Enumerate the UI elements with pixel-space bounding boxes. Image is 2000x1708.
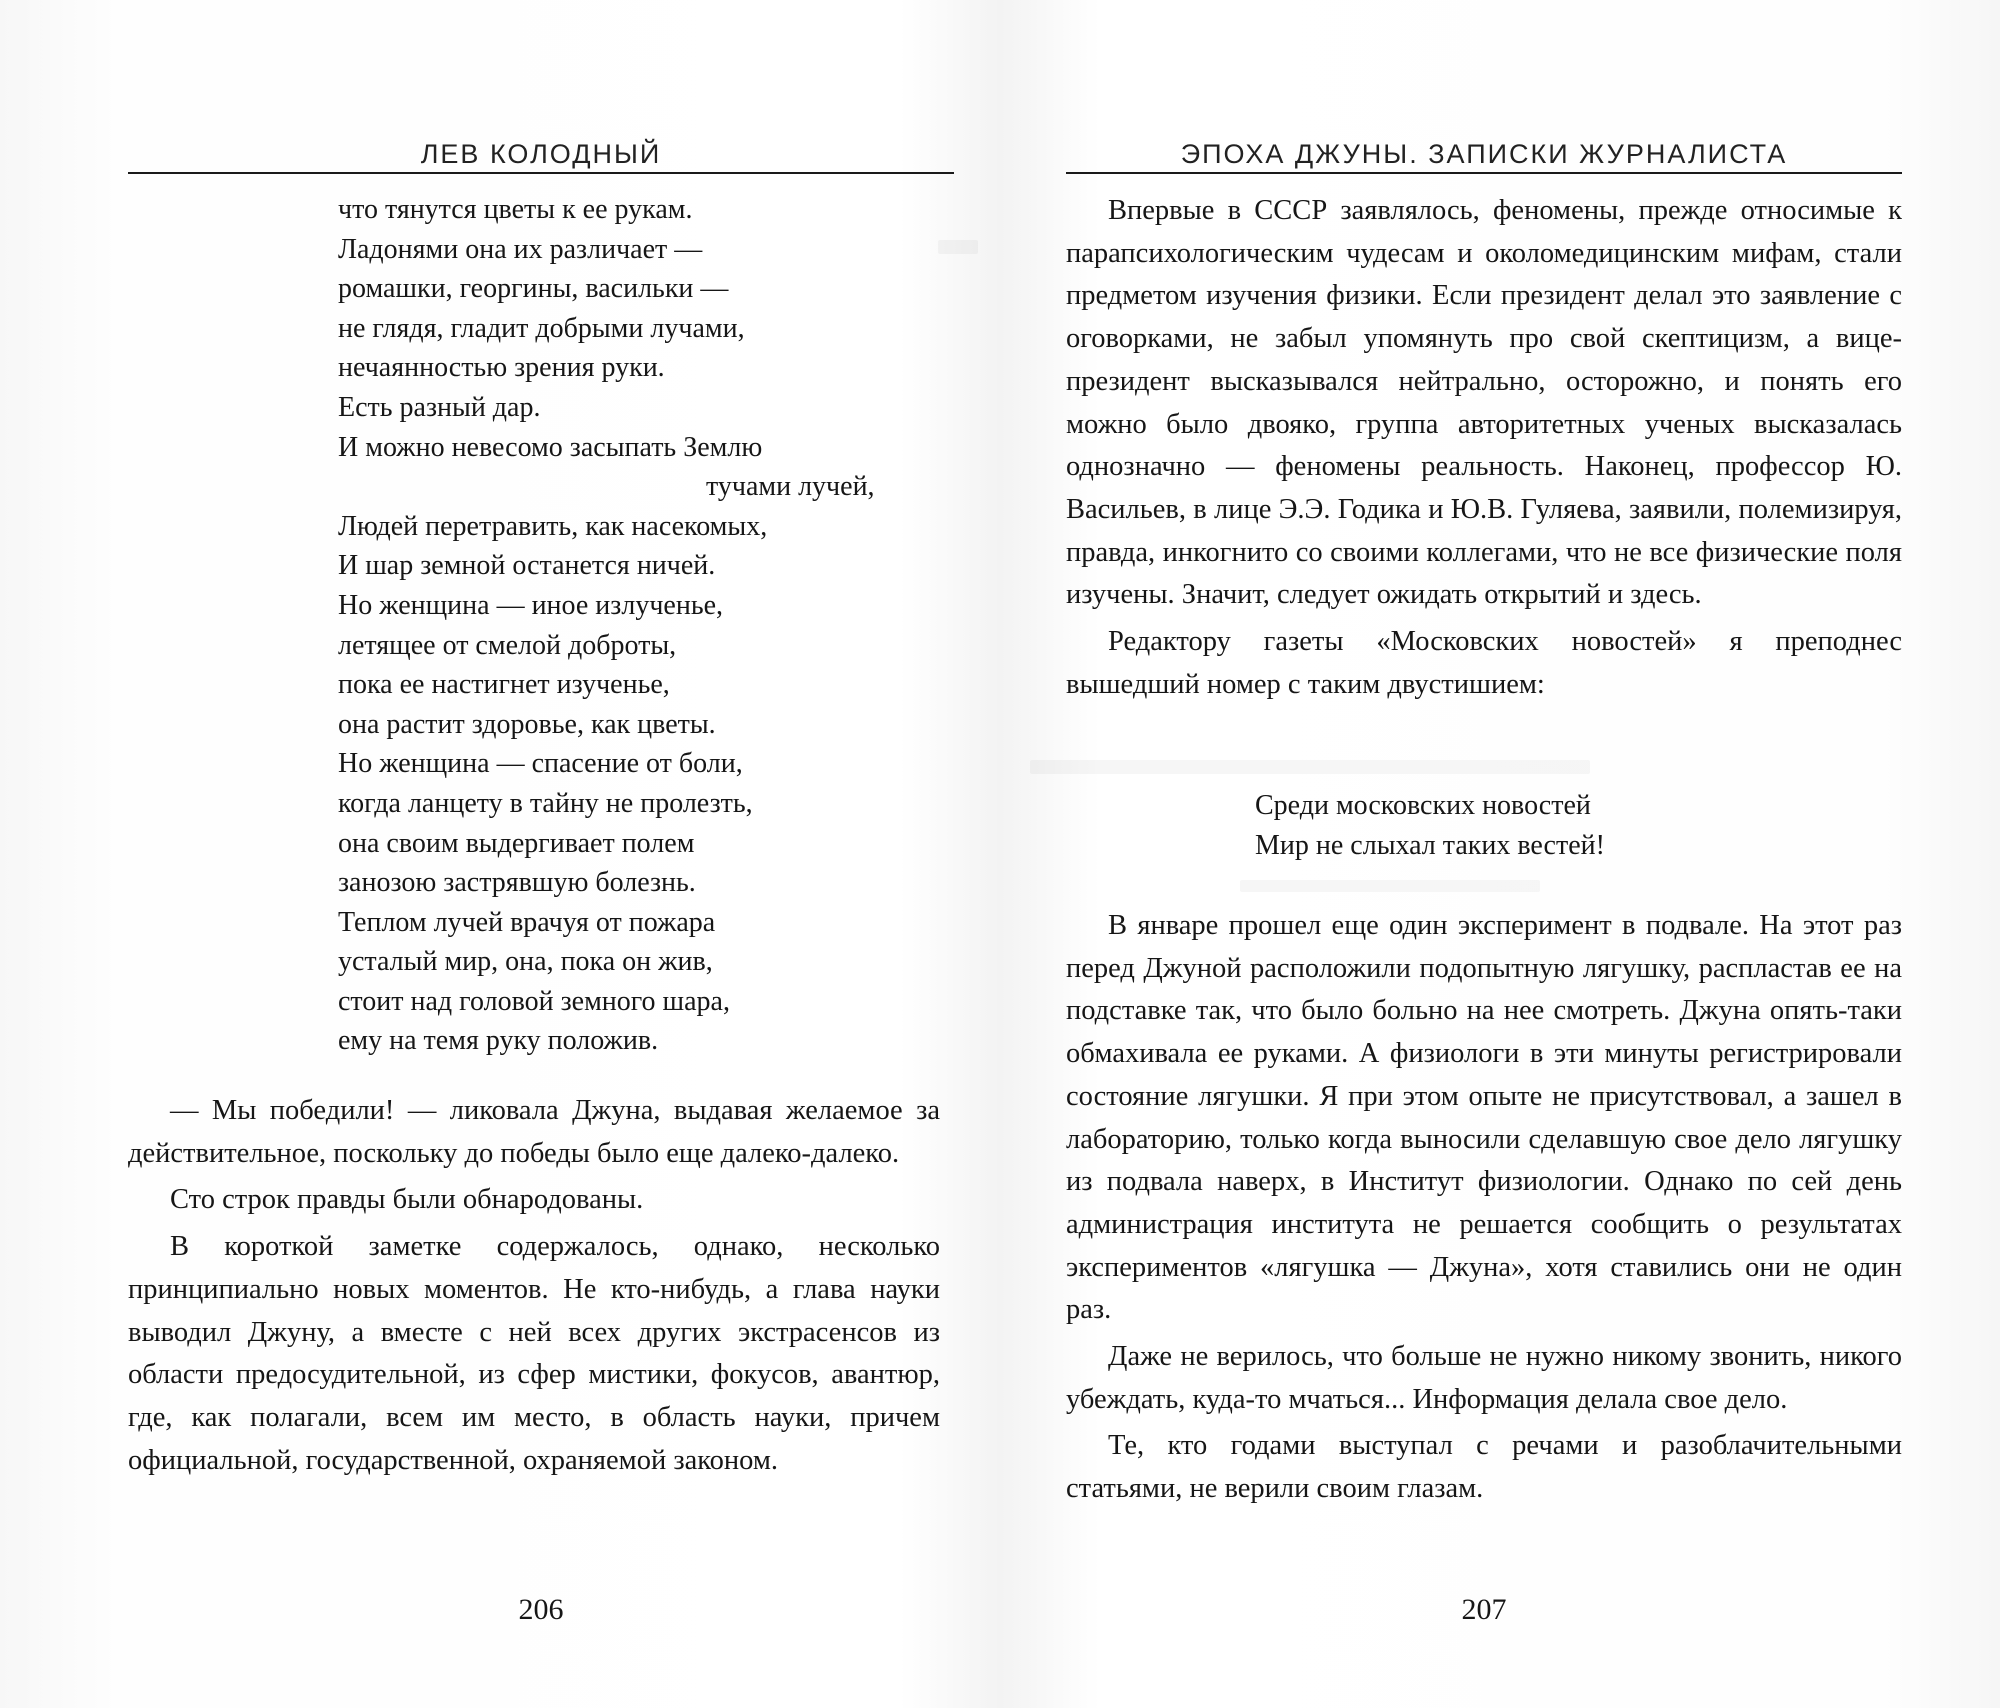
poem-line: что тянутся цветы к ее рукам. (338, 194, 693, 225)
right-page (1000, 0, 2000, 1708)
poem-line: занозою застрявшую болезнь. (338, 867, 696, 899)
right-header-rule (1066, 172, 1902, 174)
paragraph: Редактору газеты «Московских новостей» я преподнес вышедший номер с таким двустишием: (1066, 626, 1902, 700)
poem-line: ромашки, георгины, васильки — (338, 273, 729, 305)
poem-line: стоит над головой земного шара, (338, 985, 730, 1017)
poem-line: не глядя, гладит добрыми лучами, (338, 312, 745, 344)
poem-line: Людей перетравить, как насекомых, (338, 510, 768, 542)
couplet-line: Мир не слыхал таких вестей! (1255, 830, 1605, 861)
poem-line-indented: тучами лучей, (706, 471, 875, 503)
right-body-text-bottom (1066, 905, 1902, 1511)
paragraph: В январе прошел еще один эксперимент в подвале. На этот раз перед Джуной расположили подопытную лягушку, распластав ее на подставке так, что было больно на нее смотреть. Джуна опять-таки обмахивала ее руками. А физиологи в эти минуты регистрировали состояние лягушки. Я при этом опыте не присутствовал, а зашел в лабораторию, только когда выносили сделавшую свое дело лягушку из подвала наверх, в Институт физиологии. Однако по сей день администрация института не решается сообщить о результатах экспериментов «лягушка — Джуна», хотя ставились они не один раз. (1066, 910, 1902, 1326)
poem-line: И можно невесомо засыпать Землю (338, 431, 763, 463)
couplet (1255, 786, 1815, 866)
poem-line: нечаянностью зрения руки. (338, 352, 665, 384)
paragraph: Те, кто годами выступал с речами и разоблачительными статьями, не верили своим глазам. (1066, 1430, 1902, 1505)
poem-line: она своим выдергивает полем (338, 827, 695, 859)
poem-line: ему на темя руку положив. (338, 1025, 659, 1057)
paragraph: Впервые в СССР заявлялось, феномены, прежде относимые к парапсихологическим чудесам и околомедицинским мифам, стали предметом изучения физики. Если президент делал это заявление с оговорками, не забыл упомянуть про свой скептицизм, а вице-президент высказывался нейтрально, осторожно, и понять его можно было двояко, группа авторитетных ученых высказалась однозначно — феномены реальность. Наконец, профессор Ю. Васильев, в лице Э.Э. Годика и Ю.В. Гуляева, заявили, полемизируя, правда, инкогнито со своими коллегами, что не все физические поля изучены. Значит, следует ожидать открытий и здесь. (1066, 195, 1902, 611)
poem-line: Есть разный дар. (338, 391, 541, 423)
paragraph: Даже не верилось, что больше не нужно никому звонить, никого убеждать, куда-то мчаться... Информация делала свое дело. (1066, 1341, 1902, 1415)
poem (338, 190, 898, 1061)
couplet-line: Среди московских новостей (1255, 790, 1591, 821)
page-number-left: 206 (518, 1593, 564, 1626)
left-running-head: ЛЕВ КОЛОДНЫЙ (420, 139, 662, 169)
right-running-head: ЭПОХА ДЖУНЫ. ЗАПИСКИ ЖУРНАЛИСТА (1180, 139, 1788, 169)
poem-line: Теплом лучей врачуя от пожара (338, 906, 716, 938)
left-header-rule (128, 172, 954, 174)
show-through-mark (938, 240, 978, 254)
page-number-right: 207 (1461, 1593, 1507, 1626)
poem-line: Но женщина — иное излученье, (338, 589, 724, 621)
paragraph: Сто строк правды были обнародованы. (170, 1184, 644, 1216)
poem-line: усталый мир, она, пока он жив, (338, 946, 713, 978)
right-body-text-top (1066, 190, 1902, 706)
poem-line: летящее от смелой доброты, (338, 629, 677, 661)
poem-line: пока ее настигнет изученье, (338, 669, 670, 701)
paragraph: В короткой заметке содержалось, однако, несколько принципиально новых моментов. Не кто-нибудь, а глава науки выводил Джуну, а вместе с ней всех других экстрасенсов из области предосудительной, из сфер мистики, фокусов, авантюр, где, как полагали, всем им место, в область науки, причем официальной, государственной, охраняемой законом. (128, 1231, 940, 1476)
poem-line: она растит здоровье, как цветы. (338, 708, 716, 740)
paragraph: — Мы победили! — ликовала Джуна, выдавая желаемое за действительное, поскольку до победы было еще далеко-далеко. (128, 1095, 940, 1169)
left-body-text (128, 1090, 940, 1482)
poem-line: когда ланцету в тайну не пролезть, (338, 787, 753, 819)
poem-line: И шар земной останется ничей. (338, 550, 716, 582)
show-through-mark (1240, 880, 1540, 892)
poem-line: Но женщина — спасение от боли, (338, 748, 743, 780)
poem-line: Ладонями она их различает — (338, 233, 703, 265)
show-through-mark (1030, 760, 1590, 774)
